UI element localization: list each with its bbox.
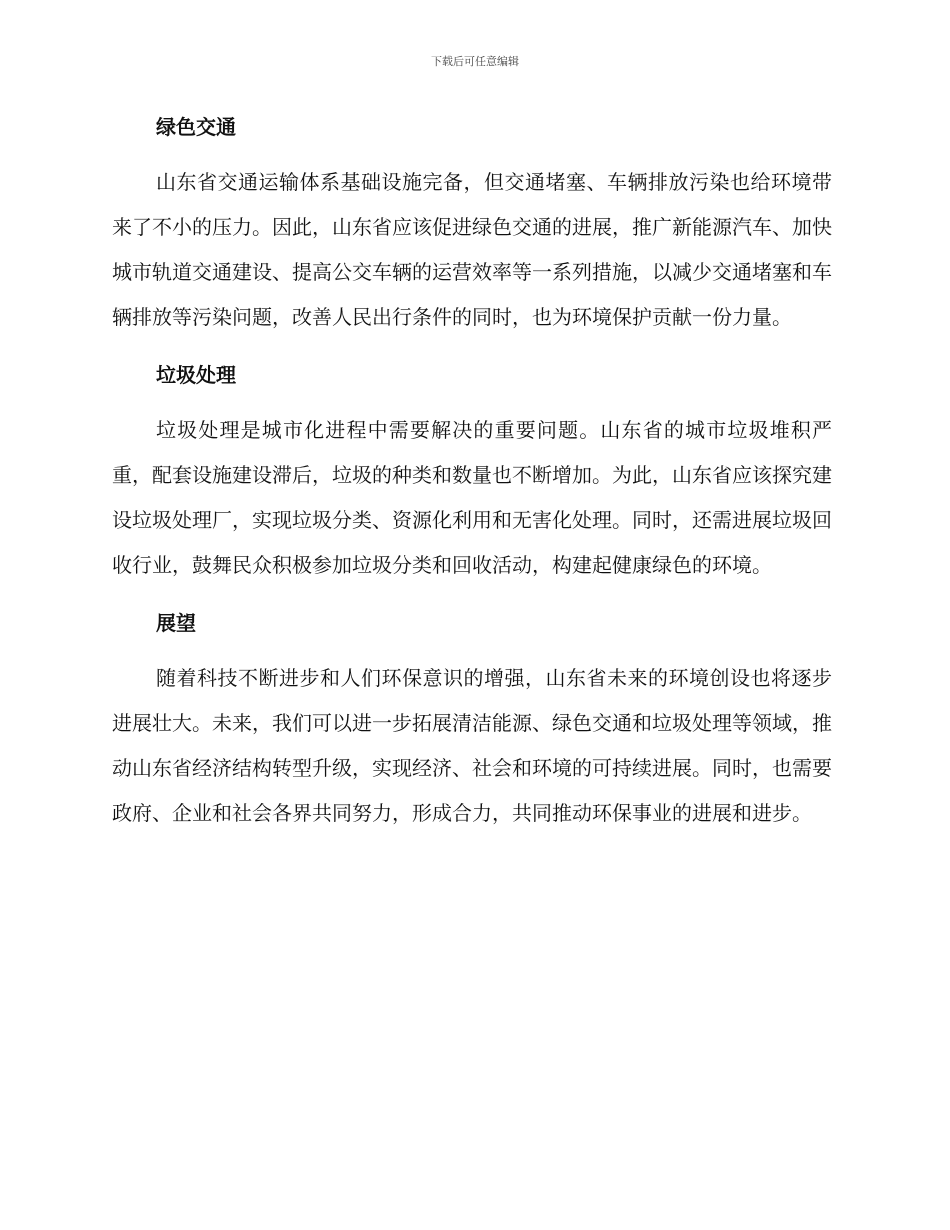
section-outlook (112, 608, 832, 836)
section-paragraph: 随着科技不断进步和人们环保意识的增强，山东省未来的环境创设也将逐步进展壮大。未来，我们可以进一步拓展清洁能源、绿色交通和垃圾处理等领域，推动山东省经济结构转型升级，实现经济、社会和环境的可持续进展。同时，也需要政府、企业和社会各界共同努力，形成合力，共同推动环保事业的进展和进步。 (112, 666, 832, 825)
section-green-transport (112, 112, 832, 340)
section-heading: 展望 (156, 611, 196, 635)
section-heading: 绿色交通 (156, 115, 236, 139)
section-paragraph: 山东省交通运输体系基础设施完备，但交通堵塞、车辆排放污染也给环境带来了不小的压力。因此，山东省应该促进绿色交通的进展，推广新能源汽车、加快城市轨道交通建设、提高公交车辆的运营效率等一系列措施，以减少交通堵塞和车辆排放等污染问题，改善人民出行条件的同时，也为环境保护贡献一份力量。 (112, 170, 832, 329)
page-header: 下载后可任意编辑 (431, 55, 519, 68)
document-body (112, 112, 832, 856)
section-paragraph: 垃圾处理是城市化进程中需要解决的重要问题。山东省的城市垃圾堆积严重，配套设施建设滞后，垃圾的种类和数量也不断增加。为此，山东省应该探究建设垃圾处理厂，实现垃圾分类、资源化利用和无害化处理。同时，还需进展垃圾回收行业，鼓舞民众积极参加垃圾分类和回收活动，构建起健康绿色的环境。 (112, 418, 832, 577)
section-waste-treatment (112, 360, 832, 588)
section-heading: 垃圾处理 (156, 363, 236, 387)
